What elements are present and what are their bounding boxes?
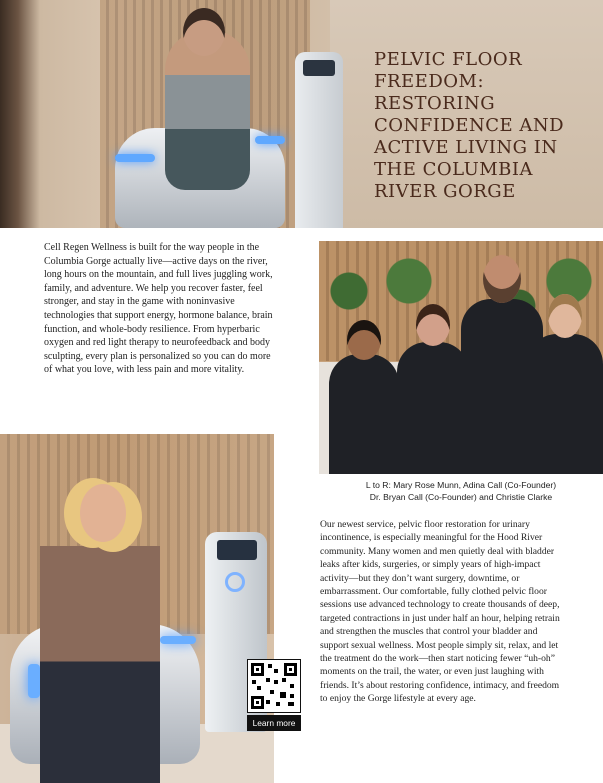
team-member-adina xyxy=(397,342,469,474)
team-member-mary-rose xyxy=(329,354,399,474)
intro-paragraph: Cell Regen Wellness is built for the way people in the Columbia Gorge actually live—active days on the river, long hours on the mountain, and full lives juggling work, family, and adventure. We help you recover faster, feel stronger, and stay in the game with noninvasive technologies that support energy, hormone balance, brain function, and whole-body resilience. From hyperbaric oxygen and red light therapy to neurofeedback and body sculpting, every plan is personalized so you can do more of what you love, with less pain and more vitality. xyxy=(44,242,273,376)
team-photo xyxy=(319,241,603,474)
team-photo-caption xyxy=(319,480,603,503)
woman-on-chair-image xyxy=(165,30,250,190)
caption-line-2: Dr. Bryan Call (Co-Founder) and Christie Clarke xyxy=(369,491,553,502)
caption-line-1: L to R: Mary Rose Munn, Adina Call (Co-Founder) xyxy=(365,480,557,490)
qr-code-block[interactable] xyxy=(247,659,301,731)
client-treatment-photo xyxy=(0,434,274,783)
qr-code-icon[interactable] xyxy=(247,659,301,713)
body-paragraph: Our newest service, pelvic floor restoration for urinary incontinence, is especially meaningful for the Hood River community. Many women and men quietly deal with bladder leaks after kids, surgeries, or simply years of high-impact activity—but they don’t want surgery, downtime, or embarrassment. Our comfortable, fully clothed pelvic floor sessions use advanced technology to create thousands of deep, targeted contractions in just under half an hour, helping retrain and strengthen the muscles that control your bladder and support sexual wellness. Most people simply sit, relax, and let the treatment do the work—then start noticing fewer “uh-oh” moments on the trail, the water, or even just laughing with friends. It’s about restoring confidence, intimacy, and freedom to enjoy the Gorge lifestyle at every age. xyxy=(320,519,560,705)
team-member-bryan xyxy=(461,299,543,474)
hero-banner xyxy=(0,0,603,228)
smiling-woman-image xyxy=(40,494,160,783)
learn-more-link[interactable]: Learn more xyxy=(247,715,301,731)
page-title: PELVIC FLOOR FREEDOM: RESTORING CONFIDENCE AND ACTIVE LIVING IN THE COLUMBIA RIVER GORGE xyxy=(374,49,565,202)
treatment-device-image xyxy=(295,52,343,228)
